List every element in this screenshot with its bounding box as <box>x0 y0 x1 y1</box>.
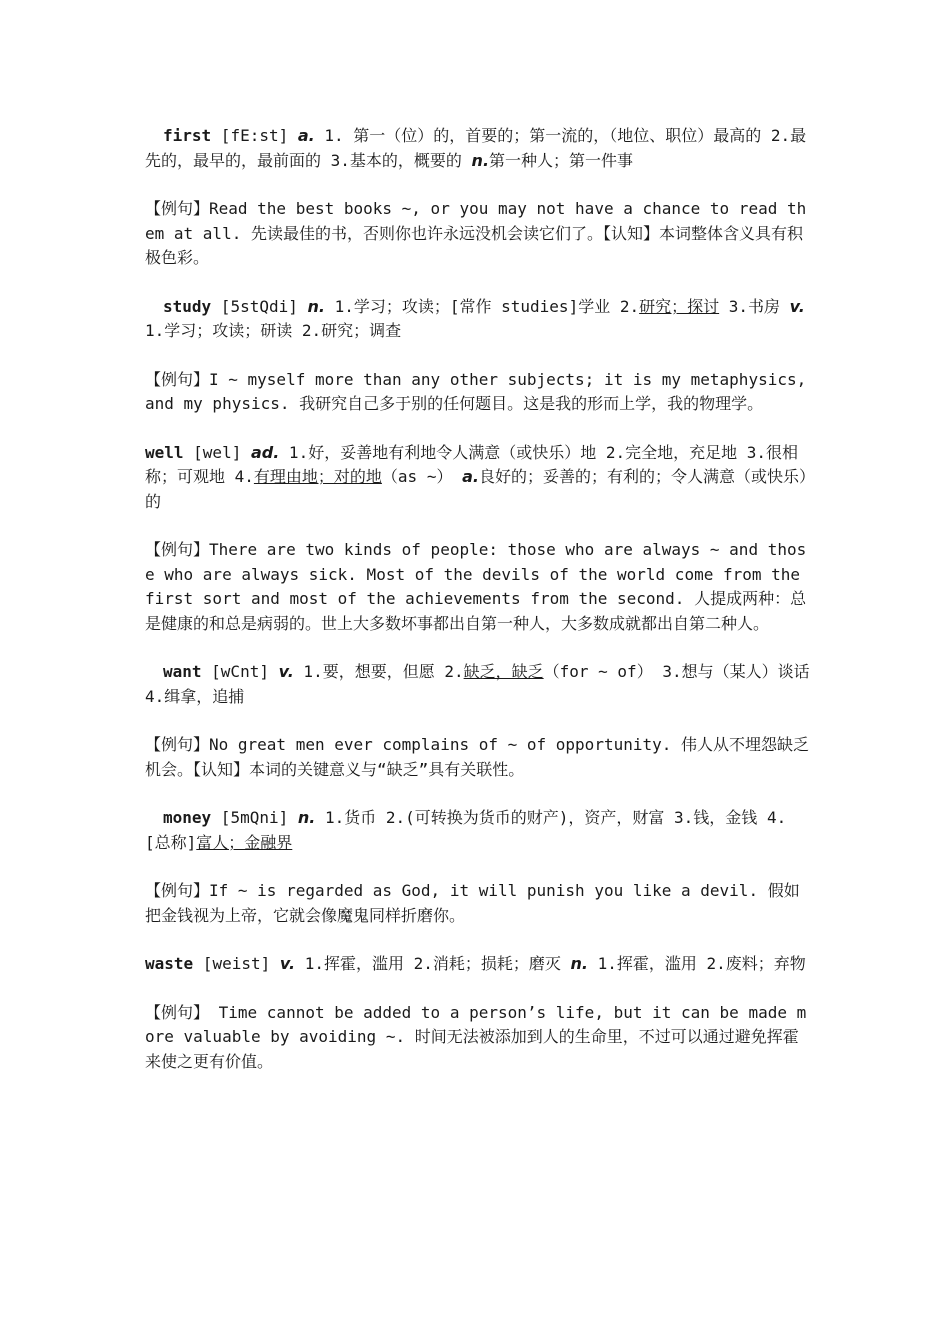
headword: first <box>163 126 212 145</box>
pronunciation: [wel] <box>183 442 251 462</box>
part-of-speech: a. <box>297 126 315 145</box>
entry-money <box>145 806 810 855</box>
underlined-definition: 缺乏，缺乏 <box>463 662 544 681</box>
entry-well <box>145 441 810 515</box>
part-of-speech: n. <box>570 954 588 973</box>
example-well <box>145 538 810 636</box>
pronunciation: [weist] <box>193 954 280 973</box>
underlined-definition: 富人；金融界 <box>196 832 293 852</box>
pronunciation: [wCnt] <box>201 662 279 681</box>
entry-study <box>145 295 810 344</box>
entry-want <box>145 660 810 709</box>
definition-text: 1.挥霍，滥用 2.消耗；损耗；磨灭 <box>295 954 571 973</box>
example-money <box>145 879 810 928</box>
definition-text: 3.书房 <box>719 296 790 316</box>
part-of-speech: v. <box>279 954 296 973</box>
underlined-definition: 研究；探讨 <box>639 296 720 316</box>
headword: money <box>163 808 212 827</box>
definition-text: 1.货币 2.(可转换为货币的财产)，资产，财富 3.钱，金钱 4.[总称] <box>145 808 787 852</box>
definition-text: 1.要，想要，但愿 2. <box>293 662 464 681</box>
pronunciation: [fE:st] <box>211 126 298 145</box>
headword: well <box>145 442 184 462</box>
definition-text: 1.好，妥善地有利地令人满意（或快乐）地 2.完全地，充足地 3.很相称；可观地 4. <box>145 442 798 486</box>
example-text: 【例句】Read the best books ~, or you may not have a chance to read them at all. 先读最佳的书，否则你也许永远没机会读它们了。【认知】本词整体含义具有积极色彩。 <box>145 199 807 267</box>
example-text: 【例句】No great men ever complains of ~ of opportunity. 伟人从不埋怨缺乏机会。【认知】本词的关键意义与“缺乏”具有关联性。 <box>145 735 810 779</box>
entry-waste <box>145 952 810 977</box>
definition-text: 第一种人；第一件事 <box>489 150 634 170</box>
part-of-speech: n. <box>307 296 325 316</box>
example-waste <box>145 1001 810 1075</box>
definition-text: 1.学习；攻读；[常作 studies]学业 2. <box>324 296 640 316</box>
underlined-definition: 有理由地；对的地 <box>253 467 382 486</box>
part-of-speech: n. <box>471 150 490 170</box>
example-want <box>145 733 810 782</box>
example-text: 【例句】I ~ myself more than any other subjects; it is my metaphysics, and my physics. 我研究自己多于别的任何题目。这是我的形而上学，我的物理学。 <box>145 369 807 413</box>
part-of-speech: v. <box>278 662 294 681</box>
pronunciation: [5mQni] <box>211 808 298 827</box>
example-text: 【例句】 Time cannot be added to a person’s life, but it can be made more valuable by avoiding ~. 时间无法被添加到人的生命里，不过可以通过避免挥霍来使之更有价值。 <box>145 1002 807 1071</box>
example-study <box>145 368 810 417</box>
example-text: 【例句】If ~ is regarded as God, it will punish you like a devil. 假如把金钱视为上帝，它就会像魔鬼同样折磨你。 <box>145 881 800 925</box>
part-of-speech: ad. <box>250 442 280 462</box>
entry-first <box>145 124 810 173</box>
pronunciation: [5stQdi] <box>211 296 308 316</box>
definition-text: 1.挥霍，滥用 2.废料；弃物 <box>587 954 806 973</box>
part-of-speech: n. <box>297 808 316 827</box>
example-text: 【例句】There are two kinds of people: those who are always ~ and those who are always sick. Most of the devils of the world come from the first sort and most of the achievements from the second. 人提成两种：总是健康的和总是病弱的。世上大多数坏事都出自第一种人，大多数成就都出自第二种人。 <box>145 540 807 633</box>
definition-text: （for ~ of） 3.想与（某人）谈话 4.缉拿，追捕 <box>145 662 810 706</box>
example-first <box>145 197 810 271</box>
part-of-speech: a. <box>462 467 479 486</box>
definition-text: 良好的；妥善的；有利的；令人满意（或快乐）的 <box>145 467 807 511</box>
definition-text: （as ~） <box>381 467 463 486</box>
part-of-speech: v. <box>789 296 805 316</box>
document-page <box>145 124 810 1098</box>
definition-text: 1. 第一（位）的，首要的；第一流的，（地位、职位）最高的 2.最先的，最早的，最前面的 3.基本的，概要的 <box>145 126 807 170</box>
headword: want <box>163 662 202 681</box>
definition-text: 1.学习；攻读；研读 2.研究；调查 <box>145 321 402 340</box>
headword: waste <box>145 954 194 973</box>
headword: study <box>163 296 212 316</box>
